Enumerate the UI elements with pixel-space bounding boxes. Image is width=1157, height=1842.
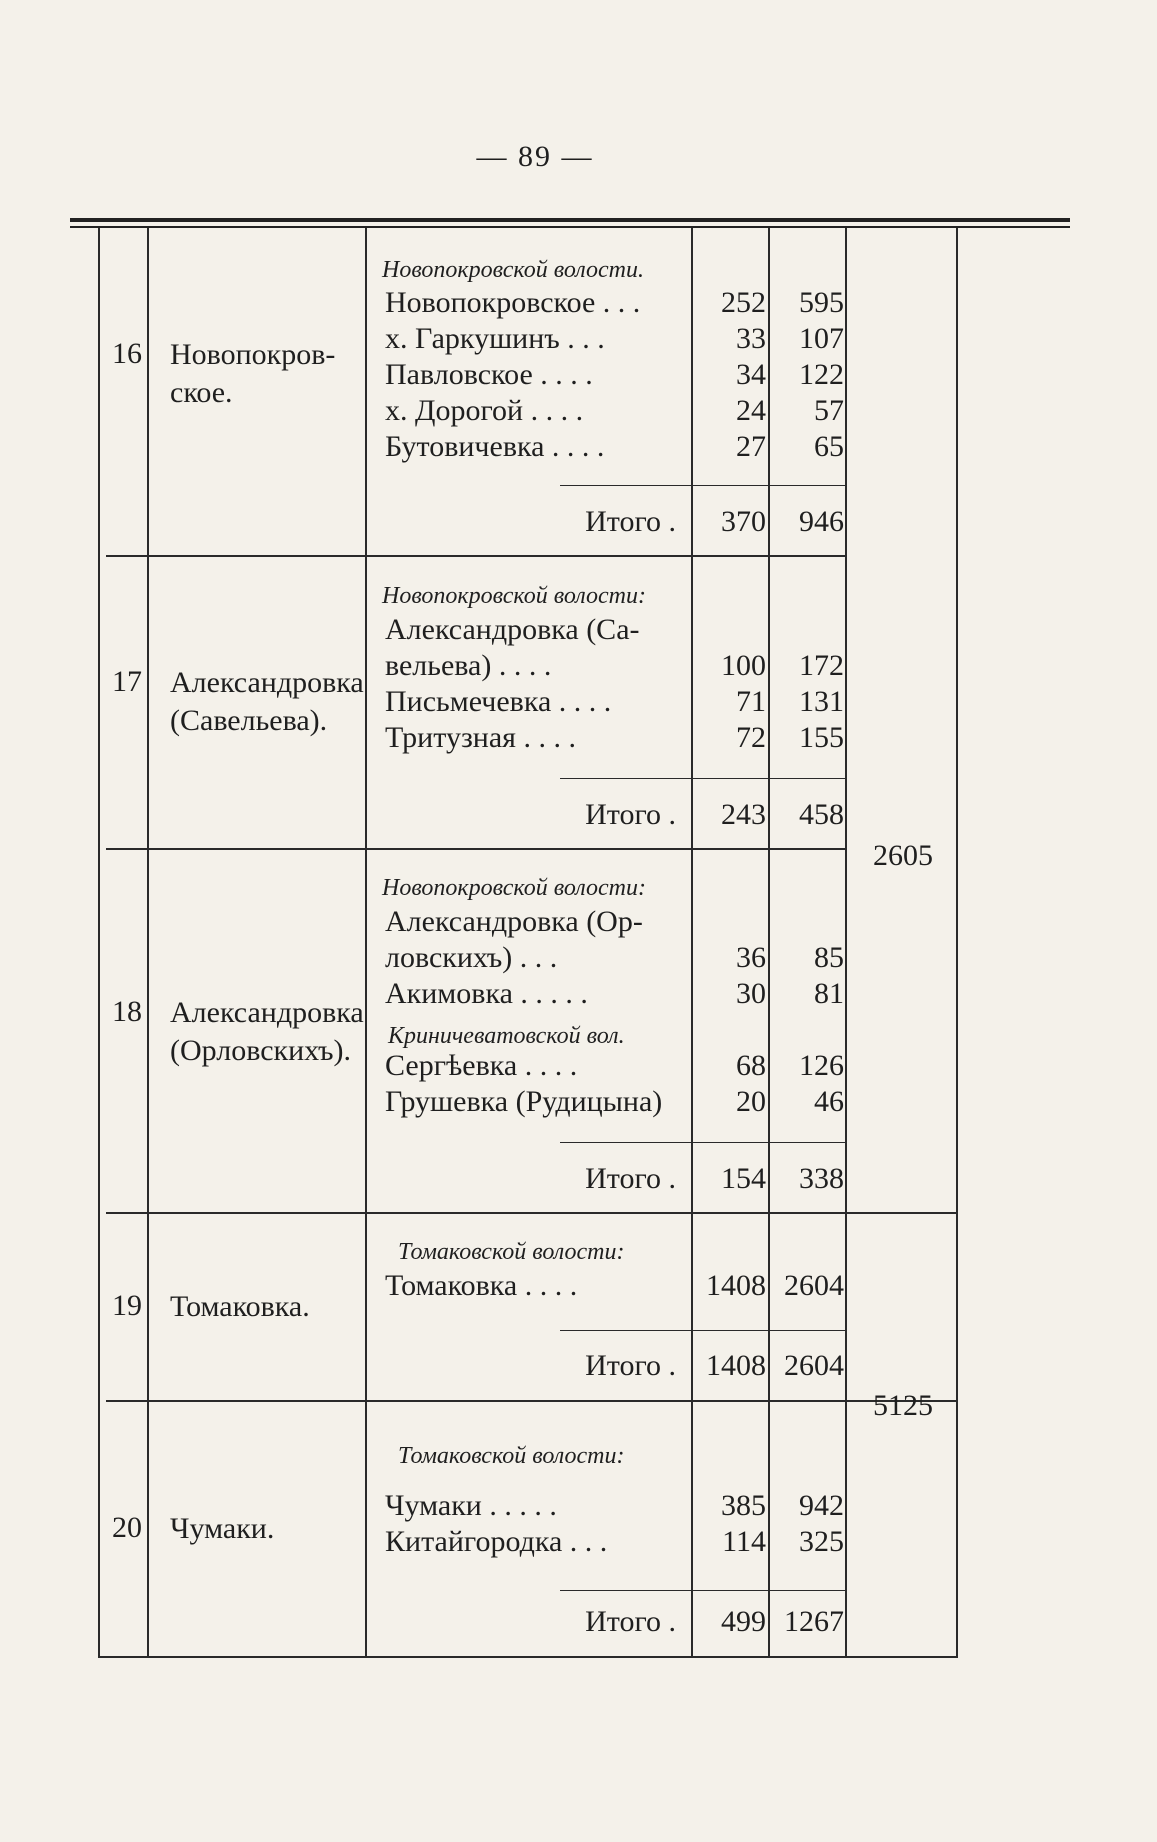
- village-name: [170, 994, 385, 1070]
- column-divider: [691, 228, 693, 1658]
- settlement-name: Китайгородка . . .: [385, 1525, 608, 1558]
- settlement-name: Тритузная . . . .: [385, 721, 576, 754]
- value-b: 155: [799, 721, 844, 754]
- value-a: 114: [722, 1525, 766, 1558]
- column-divider: [768, 228, 770, 1658]
- settlement-name: х. Дорогой . . . .: [385, 394, 584, 427]
- village-name: [170, 336, 385, 412]
- itogo-label: Итого .: [585, 798, 676, 831]
- table-bottom-rule: [98, 1656, 958, 1658]
- itogo-value-b: 458: [799, 798, 844, 831]
- value-b: 131: [799, 685, 844, 718]
- itogo-label: Итого .: [585, 1162, 676, 1195]
- settlement-name: Бутовичевка . . . .: [385, 430, 605, 463]
- itogo-label: Итого .: [585, 1349, 676, 1382]
- volost-heading: Томаковской волости:: [398, 1239, 625, 1265]
- itogo-value-b: 338: [799, 1162, 844, 1195]
- row-number: 20: [112, 1511, 142, 1544]
- settlement-name: Сергѣевка . . . .: [385, 1049, 578, 1082]
- value-a: 252: [721, 286, 766, 319]
- settlement-name: Грушевка (Рудицына): [385, 1085, 663, 1118]
- table-border-left: [98, 228, 100, 1658]
- row-number: 19: [112, 1289, 142, 1322]
- row-number: 17: [112, 665, 142, 698]
- settlement-name: Акимовка . . . . .: [385, 977, 588, 1010]
- village-name-line: (Савельева).: [170, 704, 328, 737]
- row-divider: [106, 1212, 956, 1214]
- row-divider: [106, 848, 846, 850]
- village-name-line: ское.: [170, 376, 233, 409]
- value-a: 27: [736, 430, 766, 463]
- settlement-name: Александровка (Са-: [385, 613, 640, 646]
- itogo-rule: [560, 1142, 845, 1143]
- table-border-right: [956, 228, 958, 1658]
- itogo-label: Итого .: [585, 1605, 676, 1638]
- value-a: 71: [736, 685, 766, 718]
- village-name-line: Александровка: [170, 996, 364, 1029]
- value-a: 72: [736, 721, 766, 754]
- value-b: 122: [799, 358, 844, 391]
- settlement-name: вельева) . . . .: [385, 649, 552, 682]
- value-b: 325: [799, 1525, 844, 1558]
- column-divider: [845, 228, 847, 1658]
- value-b: 65: [814, 430, 844, 463]
- value-b: 942: [799, 1489, 844, 1522]
- group-total: 2605: [873, 839, 933, 872]
- value-b: 81: [814, 977, 844, 1010]
- settlement-name: Александровка (Ор-: [385, 905, 643, 938]
- itogo-value-a: 154: [721, 1162, 766, 1195]
- value-b: 172: [799, 649, 844, 682]
- volost-heading: Новопокровской волости.: [382, 257, 644, 283]
- top-rule-thin: [70, 226, 1070, 228]
- value-a: 30: [736, 977, 766, 1010]
- value-b: 46: [814, 1085, 844, 1118]
- itogo-label: Итого .: [585, 505, 676, 538]
- column-divider: [365, 228, 367, 1658]
- settlement-name: Павловское . . . .: [385, 358, 593, 391]
- value-a: 24: [736, 394, 766, 427]
- value-b: 57: [814, 394, 844, 427]
- itogo-rule: [560, 778, 845, 779]
- settlement-name: Новопокровское . . .: [385, 286, 641, 319]
- volost-heading: Криничеватовской вол.: [388, 1023, 625, 1049]
- settlement-name: Томаковка . . . .: [385, 1269, 578, 1302]
- village-name-line: Томаковка.: [170, 1290, 310, 1323]
- volost-heading: Новопокровской волости:: [382, 875, 646, 901]
- value-a: 68: [736, 1049, 766, 1082]
- itogo-value-a: 243: [721, 798, 766, 831]
- volost-heading: Новопокровской волости:: [382, 583, 646, 609]
- row-number: 16: [112, 337, 142, 370]
- value-a: 385: [721, 1489, 766, 1522]
- value-b: 107: [799, 322, 844, 355]
- itogo-value-a: 499: [721, 1605, 766, 1638]
- itogo-value-a: 370: [721, 505, 766, 538]
- volost-heading: Томаковской волости:: [398, 1443, 625, 1469]
- value-a: 100: [721, 649, 766, 682]
- value-a: 20: [736, 1085, 766, 1118]
- itogo-rule: [560, 1330, 845, 1331]
- row-number: 18: [112, 995, 142, 1028]
- value-b: 85: [814, 941, 844, 974]
- value-a: 1408: [706, 1269, 766, 1302]
- row-divider: [106, 555, 846, 557]
- settlement-name: Письмечевка . . . .: [385, 685, 612, 718]
- itogo-value-b: 946: [799, 505, 844, 538]
- itogo-value-b: 1267: [784, 1605, 844, 1638]
- row-divider: [106, 1400, 956, 1402]
- value-b: 126: [799, 1049, 844, 1082]
- value-a: 36: [736, 941, 766, 974]
- settlement-name: х. Гаркушинъ . . .: [385, 322, 605, 355]
- village-name-line: Александровка: [170, 666, 364, 699]
- village-name: [170, 1288, 385, 1326]
- itogo-value-a: 1408: [706, 1349, 766, 1382]
- itogo-value-b: 2604: [784, 1349, 844, 1382]
- value-a: 33: [736, 322, 766, 355]
- settlement-name: ловскихъ) . . .: [385, 941, 558, 974]
- village-name: [170, 1510, 385, 1548]
- village-name-line: (Орловскихъ).: [170, 1034, 352, 1067]
- column-divider: [147, 228, 149, 1658]
- value-b: 595: [799, 286, 844, 319]
- village-name-line: Новопокров-: [170, 338, 336, 371]
- itogo-rule: [560, 1590, 845, 1591]
- settlement-name: Чумаки . . . . .: [385, 1489, 557, 1522]
- village-name: [170, 664, 385, 740]
- top-rule: [70, 218, 1070, 222]
- itogo-rule: [560, 485, 845, 486]
- value-b: 2604: [784, 1269, 844, 1302]
- village-name-line: Чумаки.: [170, 1512, 275, 1545]
- group-total: 5125: [873, 1389, 933, 1422]
- page-number: — 89 —: [476, 140, 594, 173]
- value-a: 34: [736, 358, 766, 391]
